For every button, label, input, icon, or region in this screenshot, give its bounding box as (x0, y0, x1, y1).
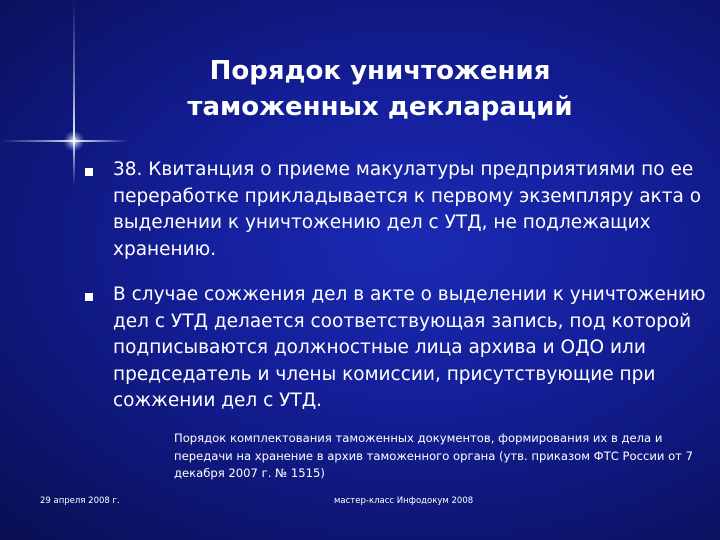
footer-event-label: мастер-класс Инфодокум 2008 (334, 496, 474, 506)
bullet-item (83, 282, 718, 415)
bullet-text: 38. Квитанция о приеме макулатуры предприятиями по ее переработке прикладывается к первому экземпляру акта о выделении к уничтожению дел с УТД, не подлежащих хранению. (113, 159, 702, 260)
sparkle-vertical-line (73, 0, 75, 186)
slide-title-line-2: таможенных деклараций (187, 92, 573, 122)
bullet-item (83, 157, 718, 263)
slide-title (120, 53, 640, 125)
bullet-list (83, 157, 718, 434)
bullet-text: В случае сожжения дел в акте о выделении к уничтожению дел с УТД делается соответствующая запись, под которой подписываются должностные лица архива и ОДО или председатель и члены комиссии, присутствующие при сожжении дел с УТД. (113, 284, 706, 411)
source-note: Порядок комплектования таможенных документов, формирования их в дела и передачи на хранение в архив таможенного органа (утв. приказом ФТС России от 7 декабря 2007 г. № 1515) (174, 431, 694, 480)
footer-date: 29 апреля 2008 г. (40, 496, 120, 506)
slide-title-line-1: Порядок уничтожения (209, 56, 551, 86)
sparkle-star-icon (64, 131, 84, 151)
square-bullet-icon (85, 168, 93, 176)
square-bullet-icon (85, 293, 93, 301)
